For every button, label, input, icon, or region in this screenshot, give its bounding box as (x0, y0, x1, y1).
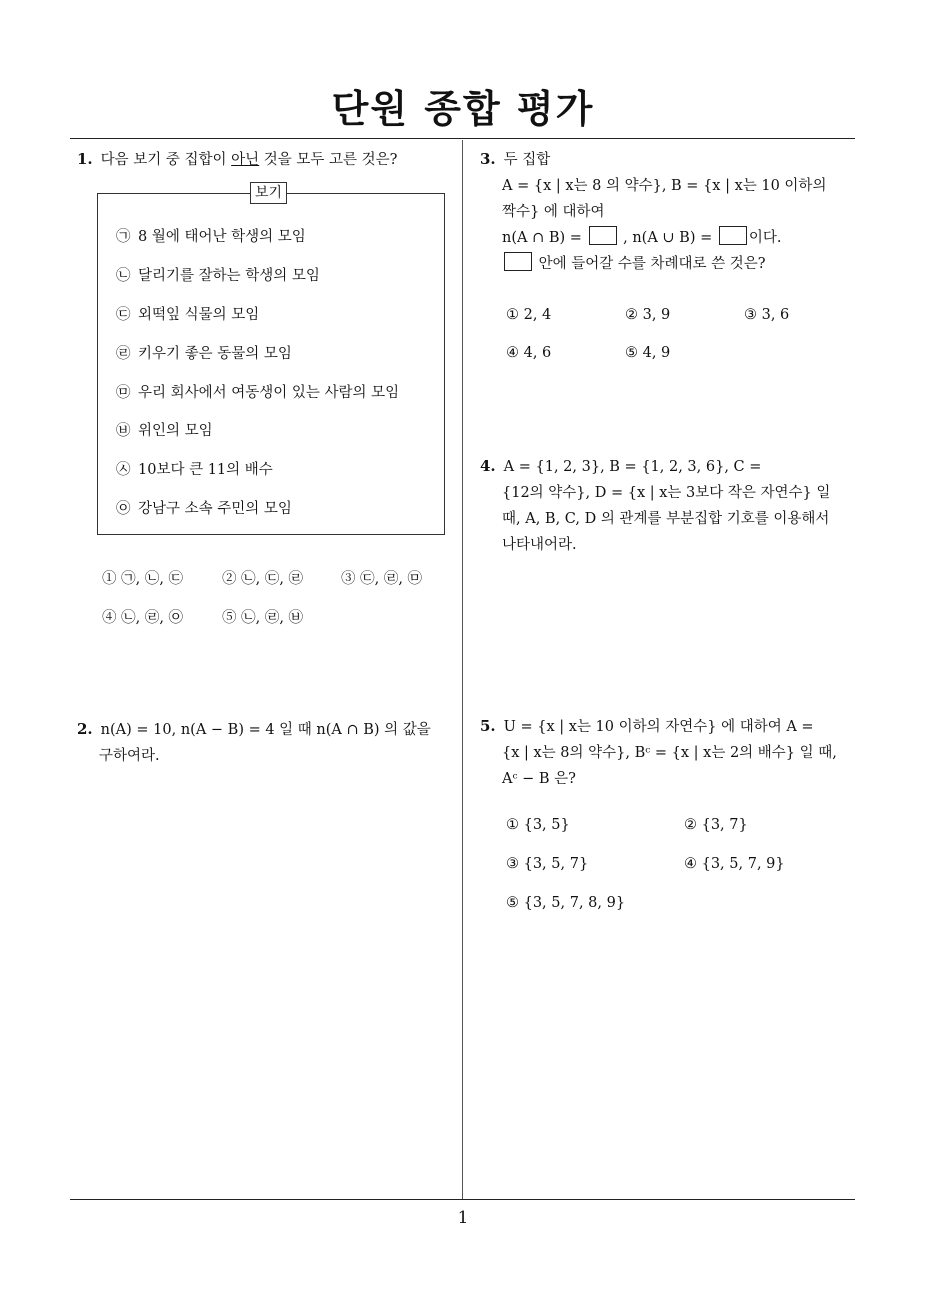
bogi-item (116, 458, 273, 479)
question-5-line1: U = {x | x는 10 이하의 자연수} 에 대하여 A = (503, 719, 814, 735)
bogi-item-mark: ㉧ (116, 501, 131, 517)
bogi-item-mark: ㉢ (116, 307, 131, 323)
q1-choice-5[interactable]: ⑤ ㉡, ㉣, ㉥ (222, 610, 304, 626)
bogi-item-mark: ㉤ (116, 385, 131, 401)
bogi-item (116, 342, 292, 363)
answer-blank-sample (504, 252, 532, 271)
bogi-item-text: 외떡잎 식물의 모임 (138, 307, 260, 323)
question-4-prompt (480, 453, 860, 558)
question-1-number: 1. (77, 150, 93, 168)
question-4-line4: 나타내어라. (502, 537, 577, 553)
question-4-line1: A = {1, 2, 3}, B = {1, 2, 3, 6}, C = (503, 459, 762, 475)
question-2-line2: 구하여라. (99, 748, 160, 764)
bogi-item-text: 키우기 좋은 동물의 모임 (138, 346, 292, 362)
bogi-item (116, 497, 292, 518)
bogi-item-mark: ㉠ (116, 229, 131, 245)
bottom-rule (70, 1199, 855, 1200)
q3-choice-2[interactable]: ② 3, 9 (625, 307, 671, 323)
q3-choice-3[interactable]: ③ 3, 6 (744, 307, 790, 323)
question-5-number: 5. (480, 717, 496, 735)
question-4-line2: {12의 약수}, D = {x | x는 3보다 작은 자연수} 일 (502, 485, 831, 501)
question-2-line1: n(A) = 10, n(A − B) = 4 일 때 n(A ∩ B) 의 값을 (100, 722, 431, 738)
page-number: 1 (457, 1208, 469, 1228)
bogi-item-mark: ㉣ (116, 346, 131, 362)
q5-choice-5[interactable]: ⑤ {3, 5, 7, 8, 9} (506, 895, 626, 911)
question-5-line2: {x | x는 8의 약수}, Bᶜ = {x | x는 2의 배수} 일 때, (502, 745, 837, 761)
q5-choice-1[interactable]: ① {3, 5} (506, 817, 570, 833)
bogi-item-text: 8 월에 태어난 학생의 모임 (138, 229, 306, 245)
q5-choice-4[interactable]: ④ {3, 5, 7, 9} (684, 856, 785, 872)
question-2-prompt (77, 716, 457, 769)
bogi-item (116, 381, 399, 402)
q1-choice-2[interactable]: ② ㉡, ㉢, ㉣ (222, 571, 304, 587)
top-rule (70, 138, 855, 139)
bogi-item-mark: ㉥ (116, 423, 131, 439)
bogi-item-text: 우리 회사에서 여동생이 있는 사람의 모임 (138, 385, 400, 401)
answer-blank-2[interactable] (719, 226, 747, 245)
q1-choice-4[interactable]: ④ ㉡, ㉣, ㉧ (102, 610, 184, 626)
question-5-prompt (480, 713, 860, 792)
question-3-line3 (480, 225, 860, 251)
bogi-item-text: 달리기를 잘하는 학생의 모임 (138, 268, 320, 284)
question-3-line2: 짝수} 에 대하여 (502, 204, 605, 220)
q1-choice-1[interactable]: ① ㉠, ㉡, ㉢ (102, 571, 184, 587)
answer-blank-1[interactable] (589, 226, 617, 245)
question-1-text-underlined: 아닌 (231, 152, 260, 168)
question-3-line1: A = {x | x는 8 의 약수}, B = {x | x는 10 이하의 (502, 178, 827, 194)
column-divider (462, 140, 463, 1200)
question-3-line4 (480, 251, 860, 277)
page-title: 단원 종합 평가 (331, 87, 595, 131)
question-1-prompt (77, 146, 397, 173)
q5-choice-2[interactable]: ② {3, 7} (684, 817, 748, 833)
question-3-line3c: 이다. (748, 230, 782, 246)
q3-choice-5[interactable]: ⑤ 4, 9 (625, 345, 671, 361)
bogi-item (116, 225, 306, 246)
question-3-prompt (480, 146, 860, 277)
question-3-number: 3. (480, 150, 496, 168)
question-3-line3b: , n(A ∪ B) = (623, 230, 713, 246)
bogi-item-mark: ㉦ (116, 462, 131, 478)
question-1-text-before: 다음 보기 중 집합이 (100, 152, 232, 168)
question-3-line4-text: 안에 들어갈 수를 차례대로 쓴 것은? (538, 256, 766, 272)
bogi-item-mark: ㉡ (116, 268, 131, 284)
question-5-line3: Aᶜ − B 은? (502, 771, 576, 787)
question-3-line3a: n(A ∩ B) = (502, 230, 582, 246)
question-4-number: 4. (480, 457, 496, 475)
question-2-number: 2. (77, 720, 93, 738)
question-1-text-after: 것을 모두 고른 것은? (259, 152, 398, 168)
q5-choice-3[interactable]: ③ {3, 5, 7} (506, 856, 589, 872)
bogi-item-text: 위인의 모임 (138, 423, 213, 439)
bogi-item-text: 강남구 소속 주민의 모임 (138, 501, 292, 517)
bogi-item (116, 419, 213, 440)
q3-choice-1[interactable]: ① 2, 4 (506, 307, 552, 323)
bogi-item (116, 264, 320, 285)
bogi-item (116, 303, 259, 324)
bogi-item-text: 10보다 큰 11의 배수 (138, 462, 273, 478)
question-4-line3: 때, A, B, C, D 의 관계를 부분집합 기호를 이용해서 (502, 511, 830, 527)
bogi-label: 보기 (250, 182, 287, 204)
q3-choice-4[interactable]: ④ 4, 6 (506, 345, 552, 361)
q1-choice-3[interactable]: ③ ㉢, ㉣, ㉤ (341, 571, 423, 587)
question-3-line0: 두 집합 (503, 152, 551, 168)
